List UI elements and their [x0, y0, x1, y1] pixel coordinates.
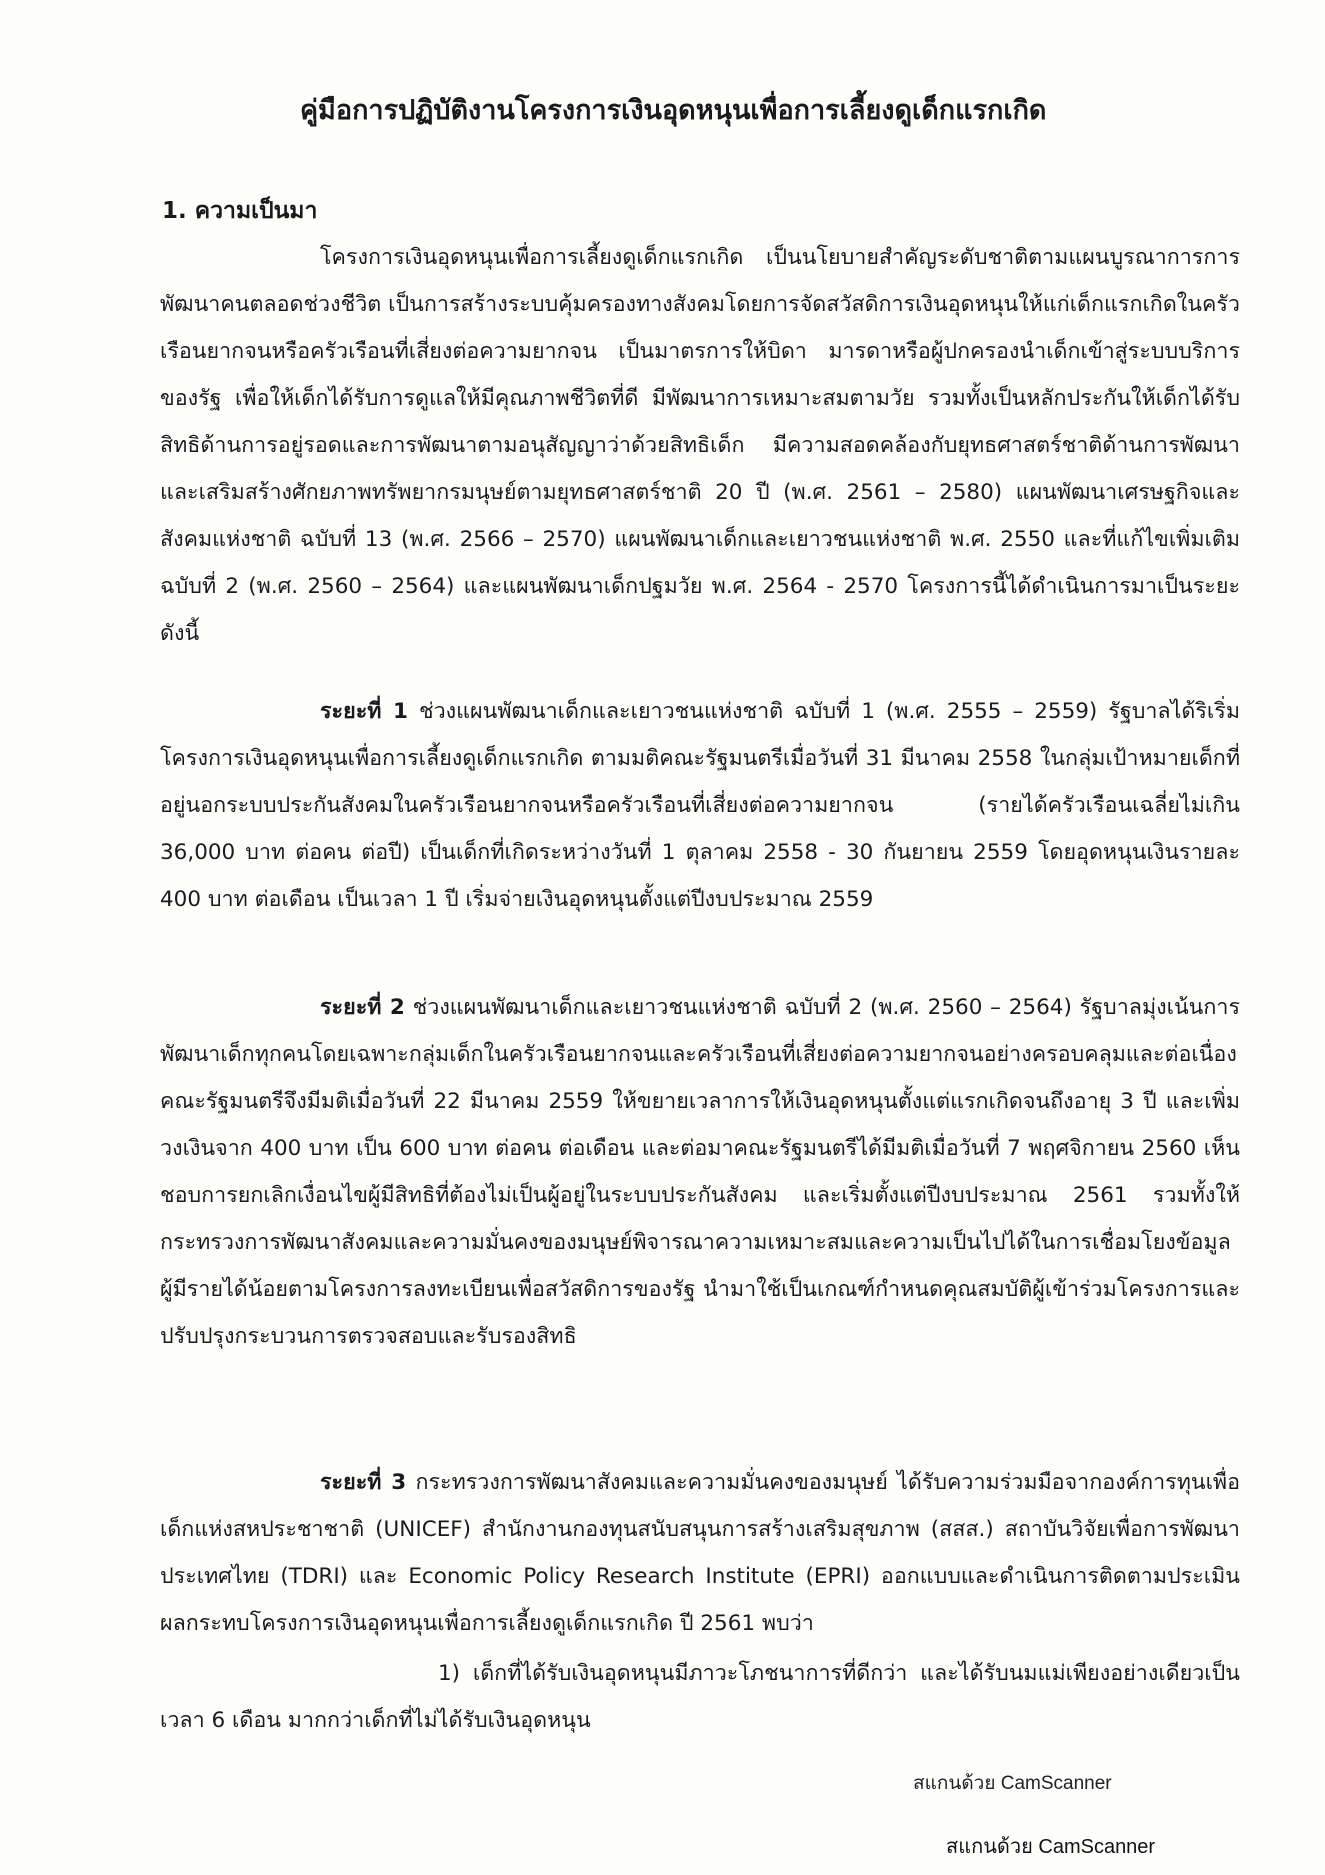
phase2-label: ระยะที่ 2: [320, 995, 405, 1020]
finding-1-text: 1) เด็กที่ได้รับเงินอุดหนุนมีภาวะโภชนาการที่ดีกว่า และได้รับนมแม่เพียงอย่างเดียวเป็นเวลา 6 เดือน มากกว่าเด็กที่ไม่ได้รับเงินอุดหนุน: [160, 1661, 1240, 1733]
phase2-paragraph: [160, 984, 1240, 1360]
phase3-paragraph: [160, 1459, 1240, 1647]
finding-1: [160, 1650, 1240, 1744]
section-heading: 1. ความเป็นมา: [162, 198, 318, 224]
phase3-label: ระยะที่ 3: [320, 1470, 407, 1495]
phase1-label: ระยะที่ 1: [320, 699, 409, 724]
scan-watermark: สแกนด้วย CamScanner: [913, 1773, 1112, 1794]
intro-text: โครงการเงินอุดหนุนเพื่อการเลี้ยงดูเด็กแรกเกิด เป็นนโยบายสำคัญระดับชาติตามแผนบูรณาการการพัฒนาคนตลอดช่วงชีวิต เป็นการสร้างระบบคุ้มครองทางสังคมโดยการจัดสวัสดิการเงินอุดหนุนให้แก่เด็กแรกเกิดในครัวเรือนยากจนหรือครัวเรือนที่เสี่ยงต่อความยากจน เป็นมาตรการให้บิดา มารดาหรือผู้ปกครองนำเด็กเข้าสู่ระบบบริการของรัฐ เพื่อให้เด็กได้รับการดูแลให้มีคุณภาพชีวิตที่ดี มีพัฒนาการเหมาะสมตามวัย รวมทั้งเป็นหลักประกันให้เด็กได้รับสิทธิด้านการอยู่รอดและการพัฒนาตามอนุสัญญาว่าด้วยสิทธิเด็ก มีความสอดคล้องกับยุทธศาสตร์ชาติด้านการพัฒนาและเสริมสร้างศักยภาพทรัพยากรมนุษย์ตามยุทธศาสตร์ชาติ 20 ปี (พ.ศ. 2561 – 2580) แผนพัฒนาเศรษฐกิจและสังคมแห่งชาติ ฉบับที่ 13 (พ.ศ. 2566 – 2570) แผนพัฒนาเด็กและเยาวชนแห่งชาติ พ.ศ. 2550 และที่แก้ไขเพิ่มเติม ฉบับที่ 2 (พ.ศ. 2560 – 2564) และแผนพัฒนาเด็กปฐมวัย พ.ศ. 2564 - 2570 โครงการนี้ได้ดำเนินการมาเป็นระยะ ดังนี้: [160, 245, 1240, 646]
document-title: คู่มือการปฏิบัติงานโครงการเงินอุดหนุนเพื่อการเลี้ยงดูเด็กแรกเกิด: [300, 95, 1047, 126]
phase2-text: ช่วงแผนพัฒนาเด็กและเยาวชนแห่งชาติ ฉบับที่ 2 (พ.ศ. 2560 – 2564) รัฐบาลมุ่งเน้นการพัฒนาเด็กทุกคนโดยเฉพาะกลุ่มเด็กในครัวเรือนยากจนและครัวเรือนที่เสี่ยงต่อความยากจนอย่างครอบคลุมและต่อเนื่อง คณะรัฐมนตรีจึงมีมติเมื่อวันที่ 22 มีนาคม 2559 ให้ขยายเวลาการให้เงินอุดหนุนตั้งแต่แรกเกิดจนถึงอายุ 3 ปี และเพิ่มวงเงินจาก 400 บาท เป็น 600 บาท ต่อคน ต่อเดือน และต่อมาคณะรัฐมนตรีได้มีมติเมื่อวันที่ 7 พฤศจิกายน 2560 เห็นชอบการยกเลิกเงื่อนไขผู้มีสิทธิที่ต้องไม่เป็นผู้อยู่ในระบบประกันสังคม และเริ่มตั้งแต่ปีงบประมาณ 2561 รวมทั้งให้กระทรวงการพัฒนาสังคมและความมั่นคงของมนุษย์พิจารณาความเหมาะสมและความเป็นไปได้ในการเชื่อมโยงข้อมูลผู้มีรายได้น้อยตามโครงการลงทะเบียนเพื่อสวัสดิการของรัฐ นำมาใช้เป็นเกณฑ์กำหนดคุณสมบัติผู้เข้าร่วมโครงการและปรับปรุงกระบวนการตรวจสอบและรับรองสิทธิ: [160, 995, 1241, 1349]
scan-watermark-footer: สแกนด้วย CamScanner: [946, 1836, 1156, 1858]
intro-paragraph: [160, 234, 1240, 657]
phase3-text: กระทรวงการพัฒนาสังคมและความมั่นคงของมนุษย์ ได้รับความร่วมมือจากองค์การทุนเพื่อเด็กแห่งสหประชาชาติ (UNICEF) สำนักงานกองทุนสนับสนุนการสร้างเสริมสุขภาพ (สสส.) สถาบันวิจัยเพื่อการพัฒนาประเทศไทย (TDRI) และ Economic Policy Research Institute (EPRI) ออกแบบและดำเนินการติดตามประเมินผลกระทบโครงการเงินอุดหนุนเพื่อการเลี้ยงดูเด็กแรกเกิด ปี 2561 พบว่า: [160, 1470, 1241, 1636]
phase1-paragraph: [160, 688, 1240, 923]
phase1-text: ช่วงแผนพัฒนาเด็กและเยาวชนแห่งชาติ ฉบับที่ 1 (พ.ศ. 2555 – 2559) รัฐบาลได้ริเริ่มโครงการเงินอุดหนุนเพื่อการเลี้ยงดูเด็กแรกเกิด ตามมติคณะรัฐมนตรีเมื่อวันที่ 31 มีนาคม 2558 ในกลุ่มเป้าหมายเด็กที่อยู่นอกระบบประกันสังคมในครัวเรือนยากจนหรือครัวเรือนที่เสี่ยงต่อความยากจน (รายได้ครัวเรือนเฉลี่ยไม่เกิน 36,000 บาท ต่อคน ต่อปี) เป็นเด็กที่เกิดระหว่างวันที่ 1 ตุลาคม 2558 - 30 กันยายน 2559 โดยอุดหนุนเงินรายละ 400 บาท ต่อเดือน เป็นเวลา 1 ปี เริ่มจ่ายเงินอุดหนุนตั้งแต่ปีงบประมาณ 2559: [160, 699, 1240, 912]
